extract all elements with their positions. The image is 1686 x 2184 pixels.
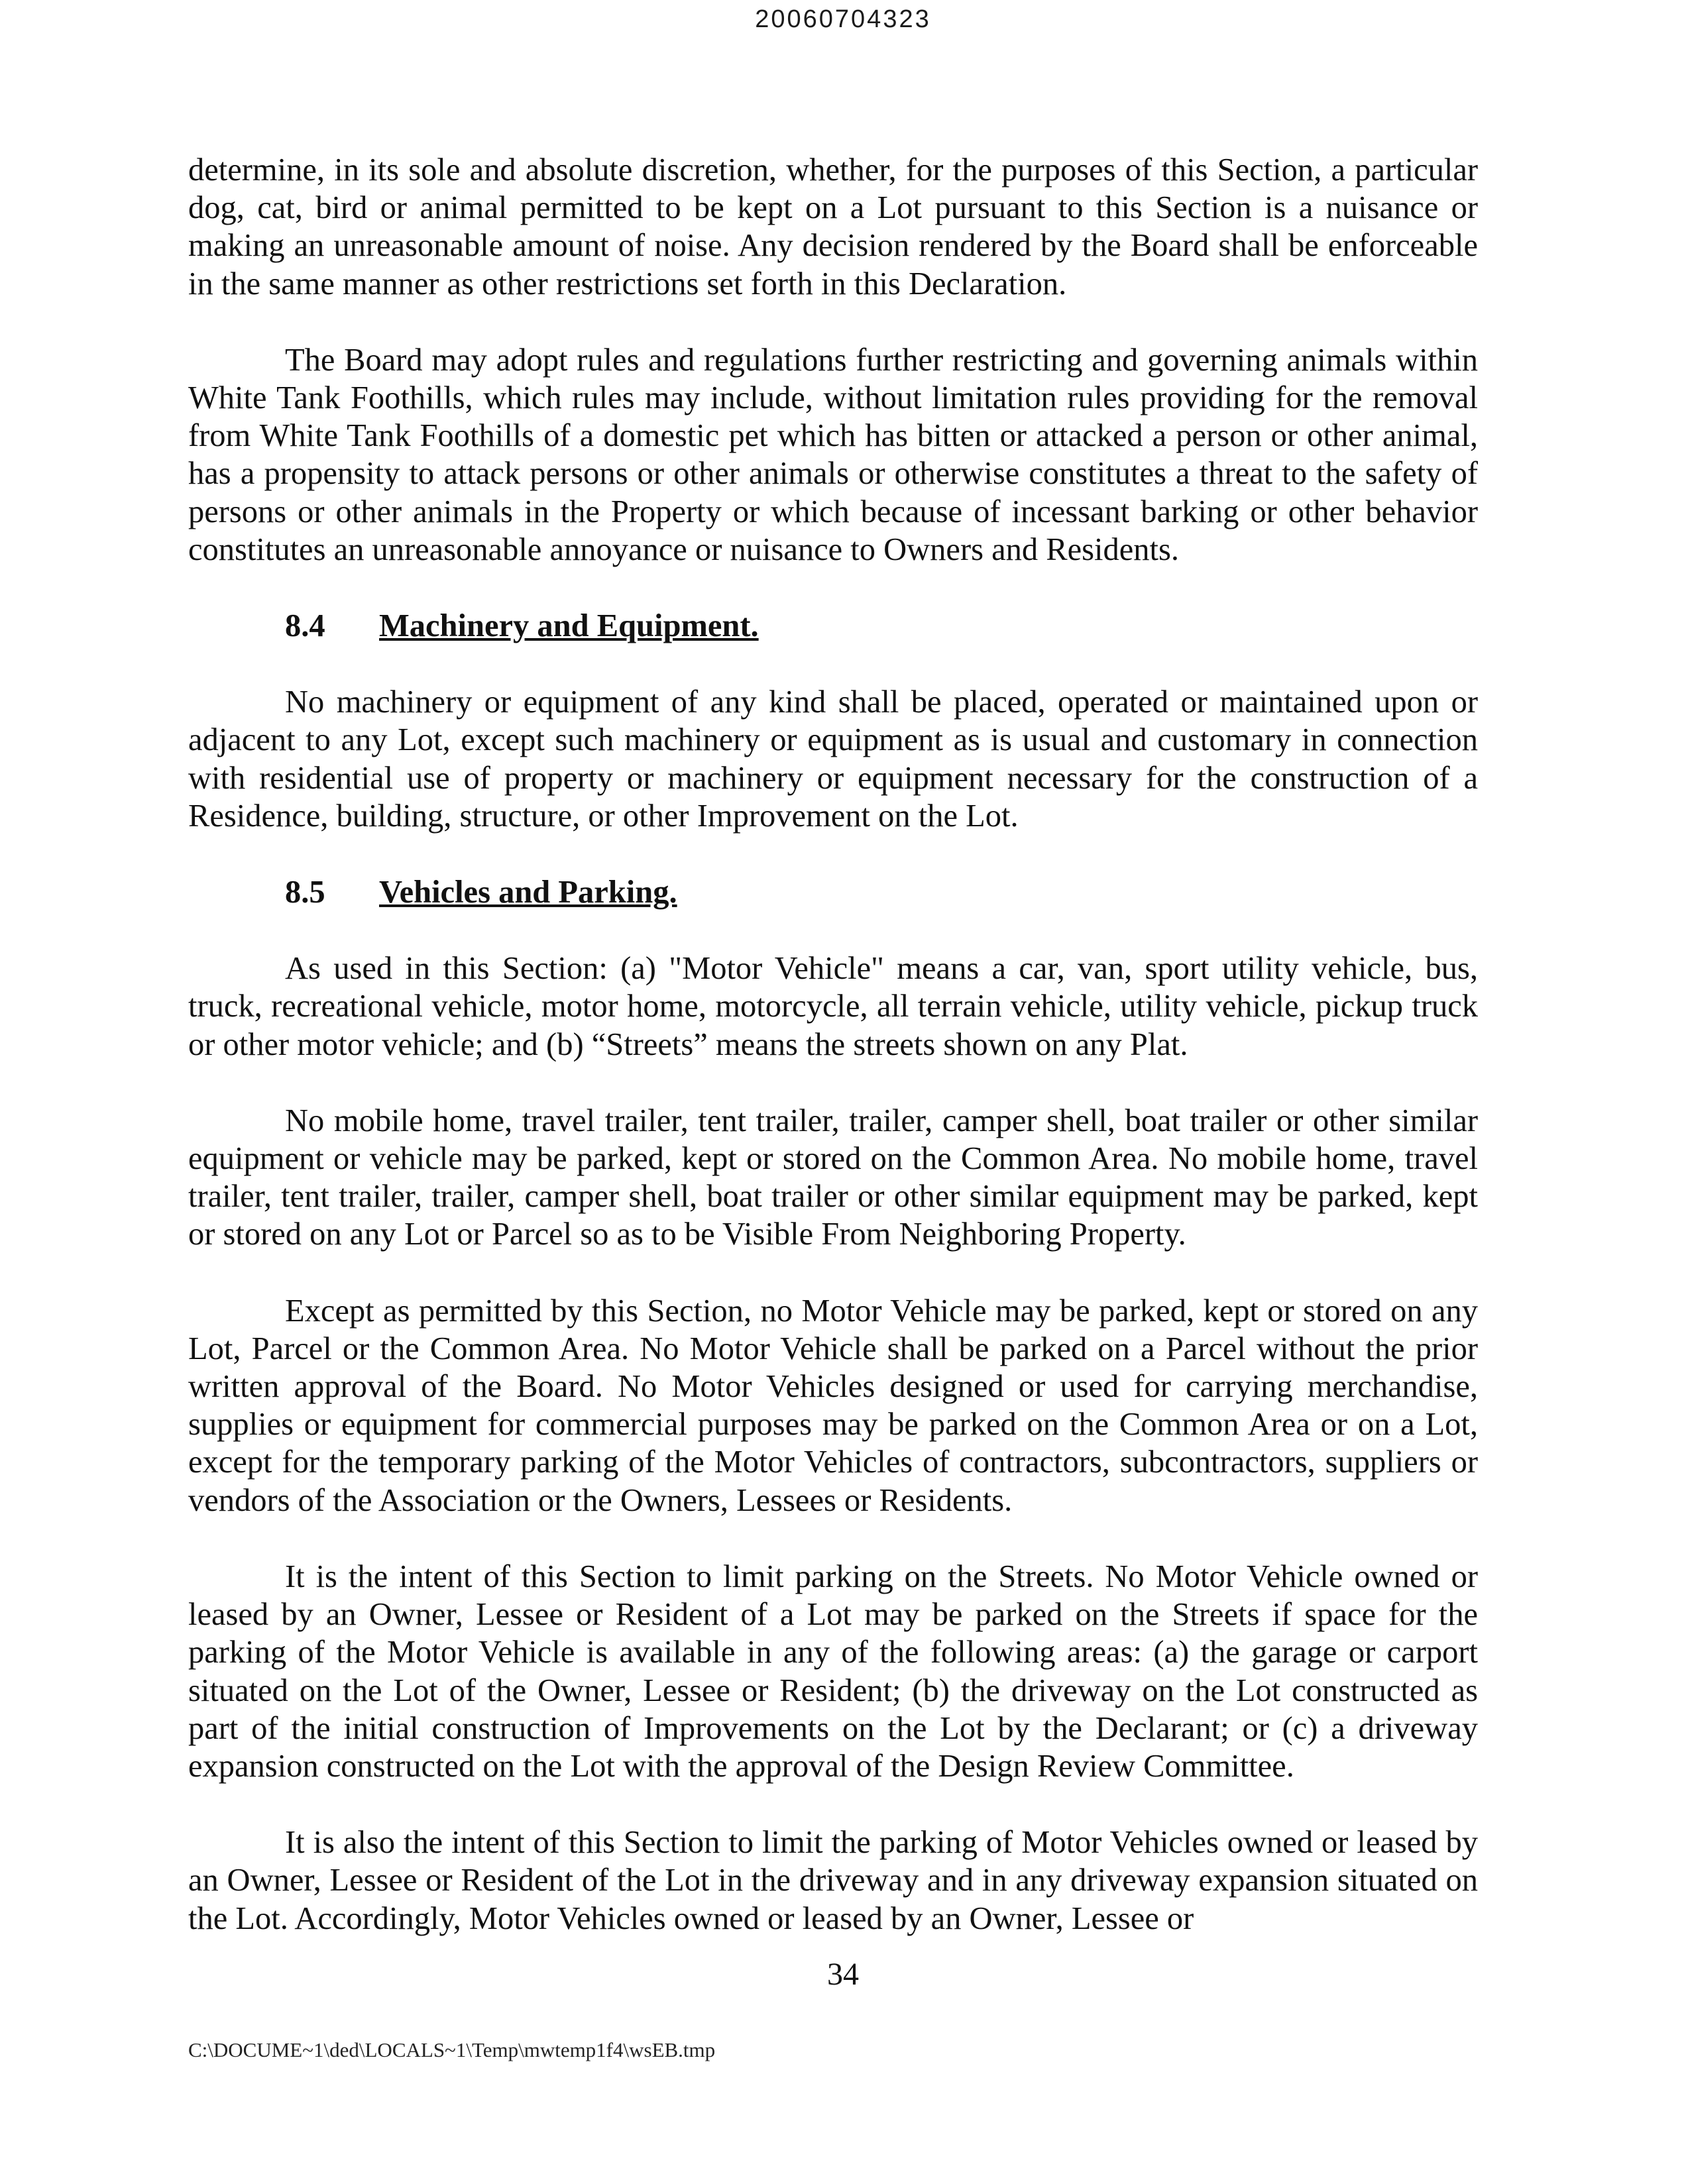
paragraph-motor-vehicle-storage: Except as permitted by this Section, no Motor Vehicle may be parked, kept or stored on any Lot, Parcel or the Common Area. No Motor Vehicle shall be parked on a Parcel without the prior written approval of the Board. No Motor Vehicles designed or used for carrying merchandise, supplies or equipment for commercial purposes may be parked on the Common Area or on a Lot, except for the temporary parking of the Motor Vehicles of contractors, subcontractors, suppliers or vendors of the Association or the Owners, Lessees or Residents. (188, 1293, 1478, 1518)
paragraph-animals-rules: The Board may adopt rules and regulations further restricting and governing animals within White Tank Foothills, which rules may include, without limitation rules providing for the removal from White Tank Foothills of a domestic pet which has bitten or attacked a person or other animal, has a propensity to attack persons or other animals or otherwise constitutes a threat to the safety of persons or other animals in the Property or which because of incessant barking or other behavior constitutes an unreasonable annoyance or nuisance to Owners and Residents. (188, 342, 1478, 567)
document-number: 20060704323 (755, 5, 931, 33)
paragraph-machinery: No machinery or equipment of any kind shall be placed, operated or maintained upon or adjacent to any Lot, except such machinery or equipment as is usual and customary in connection with residential use of property or machinery or equipment necessary for the construction of a Residence, building, structure, or other Improvement on the Lot. (188, 684, 1478, 834)
section-number: 8.4 (285, 608, 325, 644)
section-title: Vehicles and Parking. (379, 875, 677, 910)
paragraph-mobile-home: No mobile home, travel trailer, tent trailer, trailer, camper shell, boat trailer or other similar equipment or vehicle may be parked, kept or stored on the Common Area. No mobile home, travel trailer, tent trailer, trailer, camper shell, boat trailer or other similar equipment may be parked, kept or stored on any Lot or Parcel so as to be Visible From Neighboring Property. (188, 1103, 1478, 1252)
paragraph-vehicle-definitions: As used in this Section: (a) "Motor Vehicle" means a car, van, sport utility vehicle, bus, truck, recreational vehicle, motor home, motorcycle, all terrain vehicle, utility vehicle, pickup truck or other motor vehicle; and (b) “Streets” means the streets shown on any Plat. (188, 951, 1478, 1062)
file-path: C:\DOCUME~1\ded\LOCALS~1\Temp\mwtemp1f4\wsEB.tmp (188, 2038, 716, 2061)
section-heading-8-5 (285, 873, 1478, 911)
paragraph-street-parking: It is the intent of this Section to limit parking on the Streets. No Motor Vehicle owned or leased by an Owner, Lessee or Resident of a Lot may be parked on the Streets if space for the parking of the Motor Vehicle is available in any of the following areas: (a) the garage or carport situated on the Lot of the Owner, Lessee or Resident; (b) the driveway on the Lot constructed as part of the initial construction of Improvements on the Lot by the Declarant; or (c) a driveway expansion constructed on the Lot with the approval of the Design Review Committee. (188, 1558, 1478, 1784)
section-title: Machinery and Equipment. (379, 608, 759, 644)
document-body (188, 151, 1478, 1976)
section-number: 8.5 (285, 875, 325, 910)
page-number: 34 (827, 1957, 859, 1992)
paragraph-animals-discretion: determine, in its sole and absolute discretion, whether, for the purposes of this Section, a particular dog, cat, bird or animal permitted to be kept on a Lot pursuant to this Section is a nuisance or making an unreasonable amount of noise. Any decision rendered by the Board shall be enforceable in the same manner as other restrictions set forth in this Declaration. (188, 152, 1478, 301)
section-heading-8-4 (285, 607, 1478, 645)
paragraph-driveway-parking: It is also the intent of this Section to limit the parking of Motor Vehicles owned or leased by an Owner, Lessee or Resident of the Lot in the driveway and in any driveway expansion situated on the Lot. Accordingly, Motor Vehicles owned or leased by an Owner, Lessee or (188, 1825, 1478, 1936)
